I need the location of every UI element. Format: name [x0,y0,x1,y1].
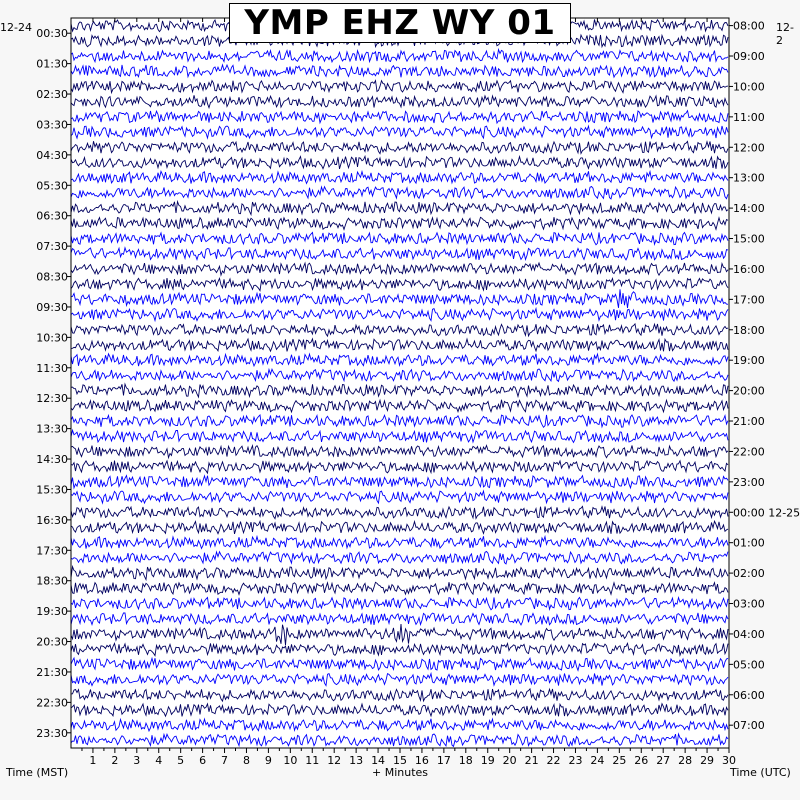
y-tick-label-right-8: 16:00 [733,262,765,276]
y-tick-label-right-13: 21:00 [733,415,765,429]
y-tick-label-left-1530: 15:30 [36,483,68,497]
x-tick-label-2: 2 [111,754,119,767]
x-tick-label-23: 23 [568,754,583,767]
x-tick-label-27: 27 [656,754,671,767]
y-tick-label-right-17: 01:00 [733,536,765,550]
y-tick-label-right-15: 23:00 [733,475,765,489]
y-tick-label-left-0330: 03:30 [36,118,68,132]
x-tick-label-29: 29 [700,754,715,767]
y-tick-label-right-5: 13:00 [733,171,765,185]
x-tick-label-24: 24 [590,754,605,767]
y-tick-label-right-4: 12:00 [733,141,765,155]
y-tick-label-right-6: 14:00 [733,202,765,216]
x-tick-label-3: 3 [133,754,141,767]
x-tick-label-14: 14 [371,754,386,767]
y-tick-label-left-1730: 17:30 [36,544,68,558]
y-tick-label-right-7: 15:00 [733,232,765,246]
y-tick-label-left-0030: 00:30 [36,27,68,41]
y-tick-label-left-1830: 18:30 [36,574,68,588]
y-tick-label-left-0830: 08:30 [36,270,68,284]
y-tick-label-right-11: 19:00 [733,354,765,368]
y-tick-label-left-2030: 20:30 [36,635,68,649]
y-tick-label-right-9: 17:00 [733,293,765,307]
x-tick-label-20: 20 [502,754,517,767]
y-tick-label-left-1230: 12:30 [36,392,68,406]
x-tick-label-7: 7 [221,754,229,767]
x-tick-label-10: 10 [283,754,298,767]
y-tick-label-right-23: 07:00 [733,719,765,733]
y-tick-label-right-10: 18:00 [733,323,765,337]
corner-date-right: 12-2 [776,21,794,47]
y-tick-label-left-0630: 06:30 [36,209,68,223]
x-tick-label-12: 12 [327,754,342,767]
y-tick-label-left-2330: 23:30 [36,726,68,740]
x-tick-label-25: 25 [612,754,627,767]
y-tick-label-right-2: 10:00 [733,80,765,94]
right-axis-label: Time (UTC) [730,766,791,779]
x-tick-label-6: 6 [199,754,207,767]
y-tick-label-left-0930: 09:30 [36,300,68,314]
x-tick-label-9: 9 [264,754,272,767]
y-tick-label-left-1130: 11:30 [36,361,68,375]
y-tick-label-left-0430: 04:30 [36,148,68,162]
y-tick-label-left-1430: 14:30 [36,453,68,467]
x-tick-label-16: 16 [414,754,429,767]
y-tick-label-right-18: 02:00 [733,567,765,581]
x-tick-label-11: 11 [305,754,320,767]
chart-title: YMP EHZ WY 01 [229,3,571,43]
x-axis-label: + Minutes [372,766,429,779]
y-tick-label-left-0530: 05:30 [36,179,68,193]
y-tick-label-left-0230: 02:30 [36,88,68,102]
y-tick-label-left-1030: 10:30 [36,331,68,345]
y-tick-label-right-20: 04:00 [733,627,765,641]
x-tick-label-30: 30 [722,754,736,767]
y-tick-label-right-22: 06:00 [733,688,765,702]
y-tick-label-left-2230: 22:30 [36,696,68,710]
y-tick-label-left-2130: 21:30 [36,665,68,679]
y-tick-label-left-0130: 01:30 [36,57,68,71]
y-tick-label-left-0730: 07:30 [36,240,68,254]
x-tick-label-13: 13 [349,754,364,767]
y-tick-label-right-1: 09:00 [733,50,765,64]
y-tick-label-right-3: 11:00 [733,110,765,124]
corner-date-left: 12-24 [0,21,32,34]
y-tick-label-right-0: 08:00 [733,19,765,33]
x-tick-label-4: 4 [155,754,163,767]
y-tick-label-right-14: 22:00 [733,445,765,459]
left-axis-label: Time (MST) [6,766,69,779]
x-tick-label-21: 21 [524,754,539,767]
x-tick-label-22: 22 [546,754,561,767]
x-tick-label-28: 28 [678,754,693,767]
y-tick-label-right-21: 05:00 [733,658,765,672]
x-tick-label-8: 8 [242,754,250,767]
y-tick-label-left-1630: 16:30 [36,513,68,527]
y-tick-label-left-1330: 13:30 [36,422,68,436]
x-tick-label-17: 17 [436,754,451,767]
x-tick-label-5: 5 [177,754,185,767]
x-tick-label-19: 19 [480,754,495,767]
x-tick-label-1: 1 [89,754,97,767]
y-tick-label-left-1930: 19:30 [36,605,68,619]
y-tick-label-right-16: 00:00 12-25 [733,506,800,520]
y-tick-label-right-12: 20:00 [733,384,765,398]
x-tick-label-15: 15 [393,754,407,767]
x-tick-label-26: 26 [634,754,649,767]
y-tick-label-right-19: 03:00 [733,597,765,611]
x-tick-label-18: 18 [458,754,473,767]
